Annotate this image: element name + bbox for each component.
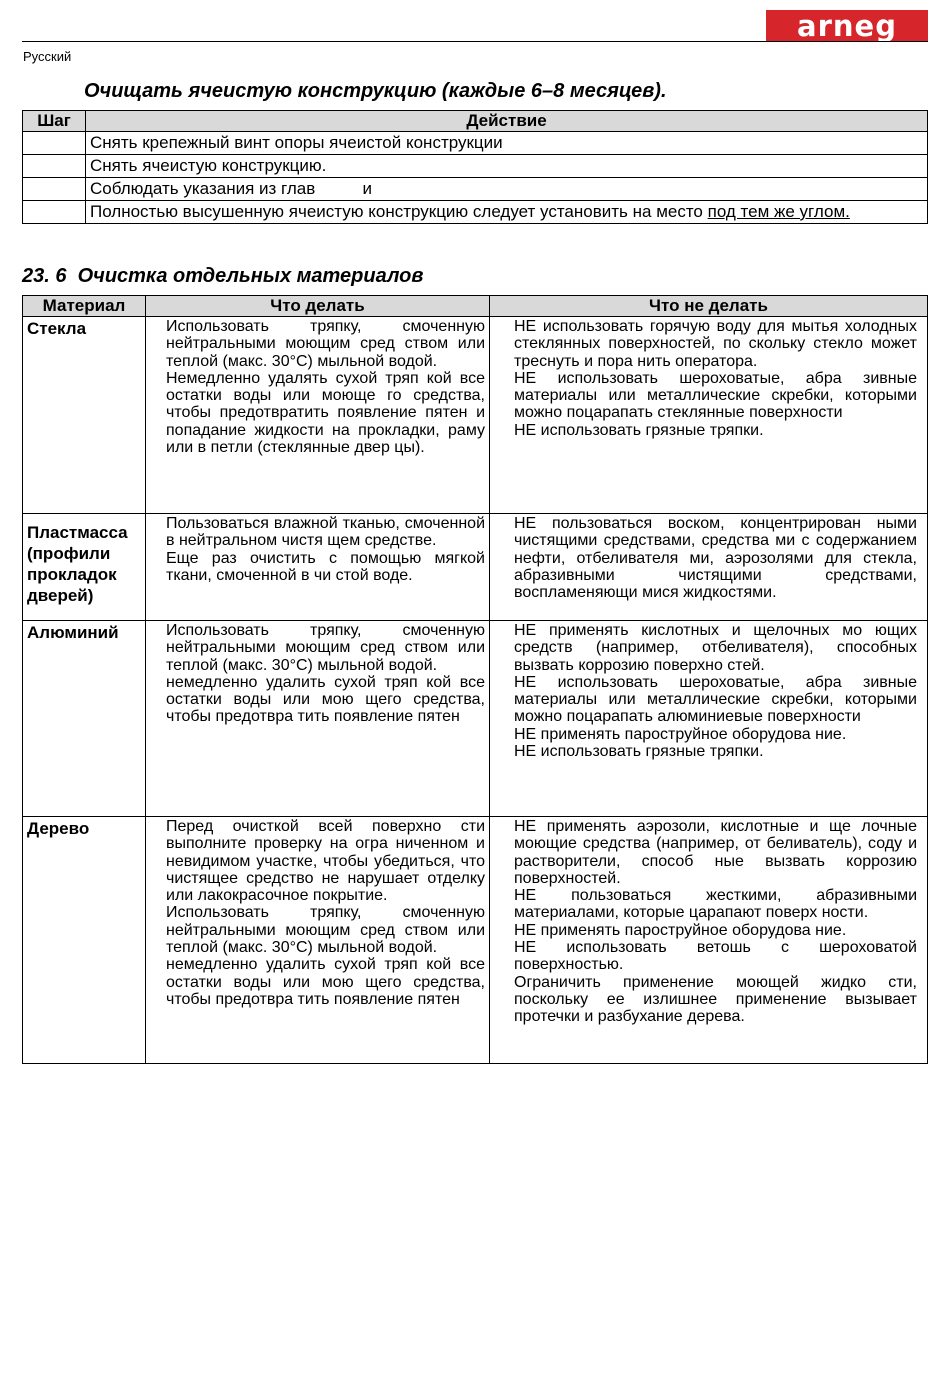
action-cell: Снять ячеистую конструкцию. (86, 155, 928, 178)
table-row (23, 155, 928, 178)
step-cell (23, 155, 86, 178)
dont-paragraph: НЕ пользоваться воском, концентрирован ными чистящими средствами, средства ми с содержанием нефти, отбеливателя ми, аэрозолями для стекла, абразивными чистящими средствами, воспламеняющи мися жидкостями. (514, 515, 917, 602)
do-paragraph: Использовать тряпку, смоченную нейтральными моющим сред ством или теплой (макс. 30°C) мыльной водой. (166, 318, 485, 370)
dont-cell (490, 317, 928, 514)
do-paragraph: немедленно удалить сухой тряп кой все остатки воды или мою щего средства, чтобы предотвра тить появление пятен (166, 956, 485, 1008)
dont-paragraph: НЕ применять кислотных и щелочных мо ющих средств (например, отбеливателя), способных вызвать коррозию поверхно стей. (514, 622, 917, 674)
column-header-do: Что делать (146, 296, 490, 317)
material-cell: Стекла (23, 317, 146, 514)
materials-table (22, 295, 928, 1064)
dont-cell (490, 817, 928, 1064)
step-cell (23, 132, 86, 155)
do-paragraph: Перед очисткой всей поверхно сти выполните проверку на огра ниченном и невидимом участке, чтобы убедиться, что чистящее средство не нарушает отделку или лакокрасочное покрытие. (166, 818, 485, 905)
action-cell: Снять крепежный винт опоры ячеистой конструкции (86, 132, 928, 155)
table-row (23, 817, 928, 1064)
table-header-row (23, 296, 928, 317)
do-cell (146, 817, 490, 1064)
material-cell: Алюминий (23, 621, 146, 817)
dont-paragraph: НЕ использовать горячую воду для мытья холодных стеклянных поверхностей, по скольку стекло может треснуть и пора нить оператора. (514, 318, 917, 370)
table-row (23, 514, 928, 621)
table-row (23, 201, 928, 224)
dont-paragraph: НЕ применять пароструйное оборудова ние. (514, 725, 847, 743)
table-row (23, 178, 928, 201)
column-header-material: Материал (23, 296, 146, 317)
do-cell (146, 621, 490, 817)
dont-paragraph: НЕ использовать ветошь с шероховатой поверхностью. (514, 939, 917, 974)
dont-paragraph: НЕ использовать грязные тряпки. (514, 743, 764, 761)
step-cell (23, 178, 86, 201)
material-cell: Пластмасса (профили прокладок дверей) (23, 514, 146, 621)
do-cell (146, 317, 490, 514)
action-cell (86, 201, 928, 224)
do-paragraph: Еще раз очистить с помощью мягкой ткани, смоченной в чи стой воде. (166, 549, 485, 584)
dont-paragraph: НЕ применять пароструйное оборудова ние. (514, 921, 847, 939)
column-header-step: Шаг (23, 111, 86, 132)
action-cell: Соблюдать указания из глав и (86, 178, 928, 201)
language-label: Русский (23, 49, 72, 64)
dont-paragraph: НЕ использовать шероховатые, абра зивные материалы или металлические скребки, которыми можно поцарапать стеклянные поверхности (514, 369, 917, 422)
column-header-dont: Что не делать (490, 296, 928, 317)
table-row (23, 132, 928, 155)
table-header-row (23, 111, 928, 132)
do-paragraph: Пользоваться влажной тканью, смоченной в нейтральном чистя щем средстве. (166, 515, 485, 550)
table-row (23, 317, 928, 514)
dont-cell (490, 514, 928, 621)
dont-paragraph: НЕ использовать шероховатые, абра зивные материалы или металлические скребки, которыми можно поцарапать алюминиевые поверхности (514, 673, 917, 726)
do-paragraph: Немедленно удалять сухой тряп кой все остатки воды или моюще го средства, чтобы предотвратить появление пятен и попадание жидкости на прокладки, раму или в петли (стеклянные двер цы). (166, 369, 485, 457)
table-row (23, 621, 928, 817)
do-paragraph: немедленно удалить сухой тряп кой все остатки воды или мою щего средства, чтобы предотвра тить появление пятен (166, 673, 485, 726)
dont-paragraph: НЕ пользоваться жесткими, абразивными материалами, которые царапают поверх ности. (514, 887, 917, 922)
dont-paragraph: Ограничить применение моющей жидко сти, поскольку ее излишнее применение вызывает протечки и разбухание дерева. (514, 973, 917, 1026)
steps-table (22, 110, 928, 224)
column-header-action: Действие (86, 111, 928, 132)
action-underlined-text: под тем же углом. (707, 202, 850, 221)
dont-cell (490, 621, 928, 817)
action-text: Полностью высушенную ячеистую конструкцию следует установить на место (90, 202, 708, 221)
dont-paragraph: НЕ применять аэрозоли, кислотные и ще лочные моющие средства (например, от беливатель), соду и растворители, способ ные вызвать коррозию поверхностей. (514, 818, 917, 887)
do-paragraph: Использовать тряпку, смоченную нейтральными моющим сред ством или теплой (макс. 30°C) мыльной водой. (166, 904, 485, 957)
header-divider (22, 41, 928, 42)
section-title-cleaning-honeycomb: Очищать ячеистую конструкцию (каждые 6–8 месяцев). (84, 80, 667, 102)
do-cell (146, 514, 490, 621)
do-paragraph: Использовать тряпку, смоченную нейтральными моющим сред ством или теплой (макс. 30°C) мыльной водой. (166, 622, 485, 674)
material-cell: Дерево (23, 817, 146, 1064)
step-cell (23, 201, 86, 224)
dont-paragraph: НЕ использовать грязные тряпки. (514, 421, 764, 439)
arneg-logo: arneg (766, 10, 928, 42)
section-title-materials: 23. 6 Очистка отдельных материалов (22, 265, 424, 287)
